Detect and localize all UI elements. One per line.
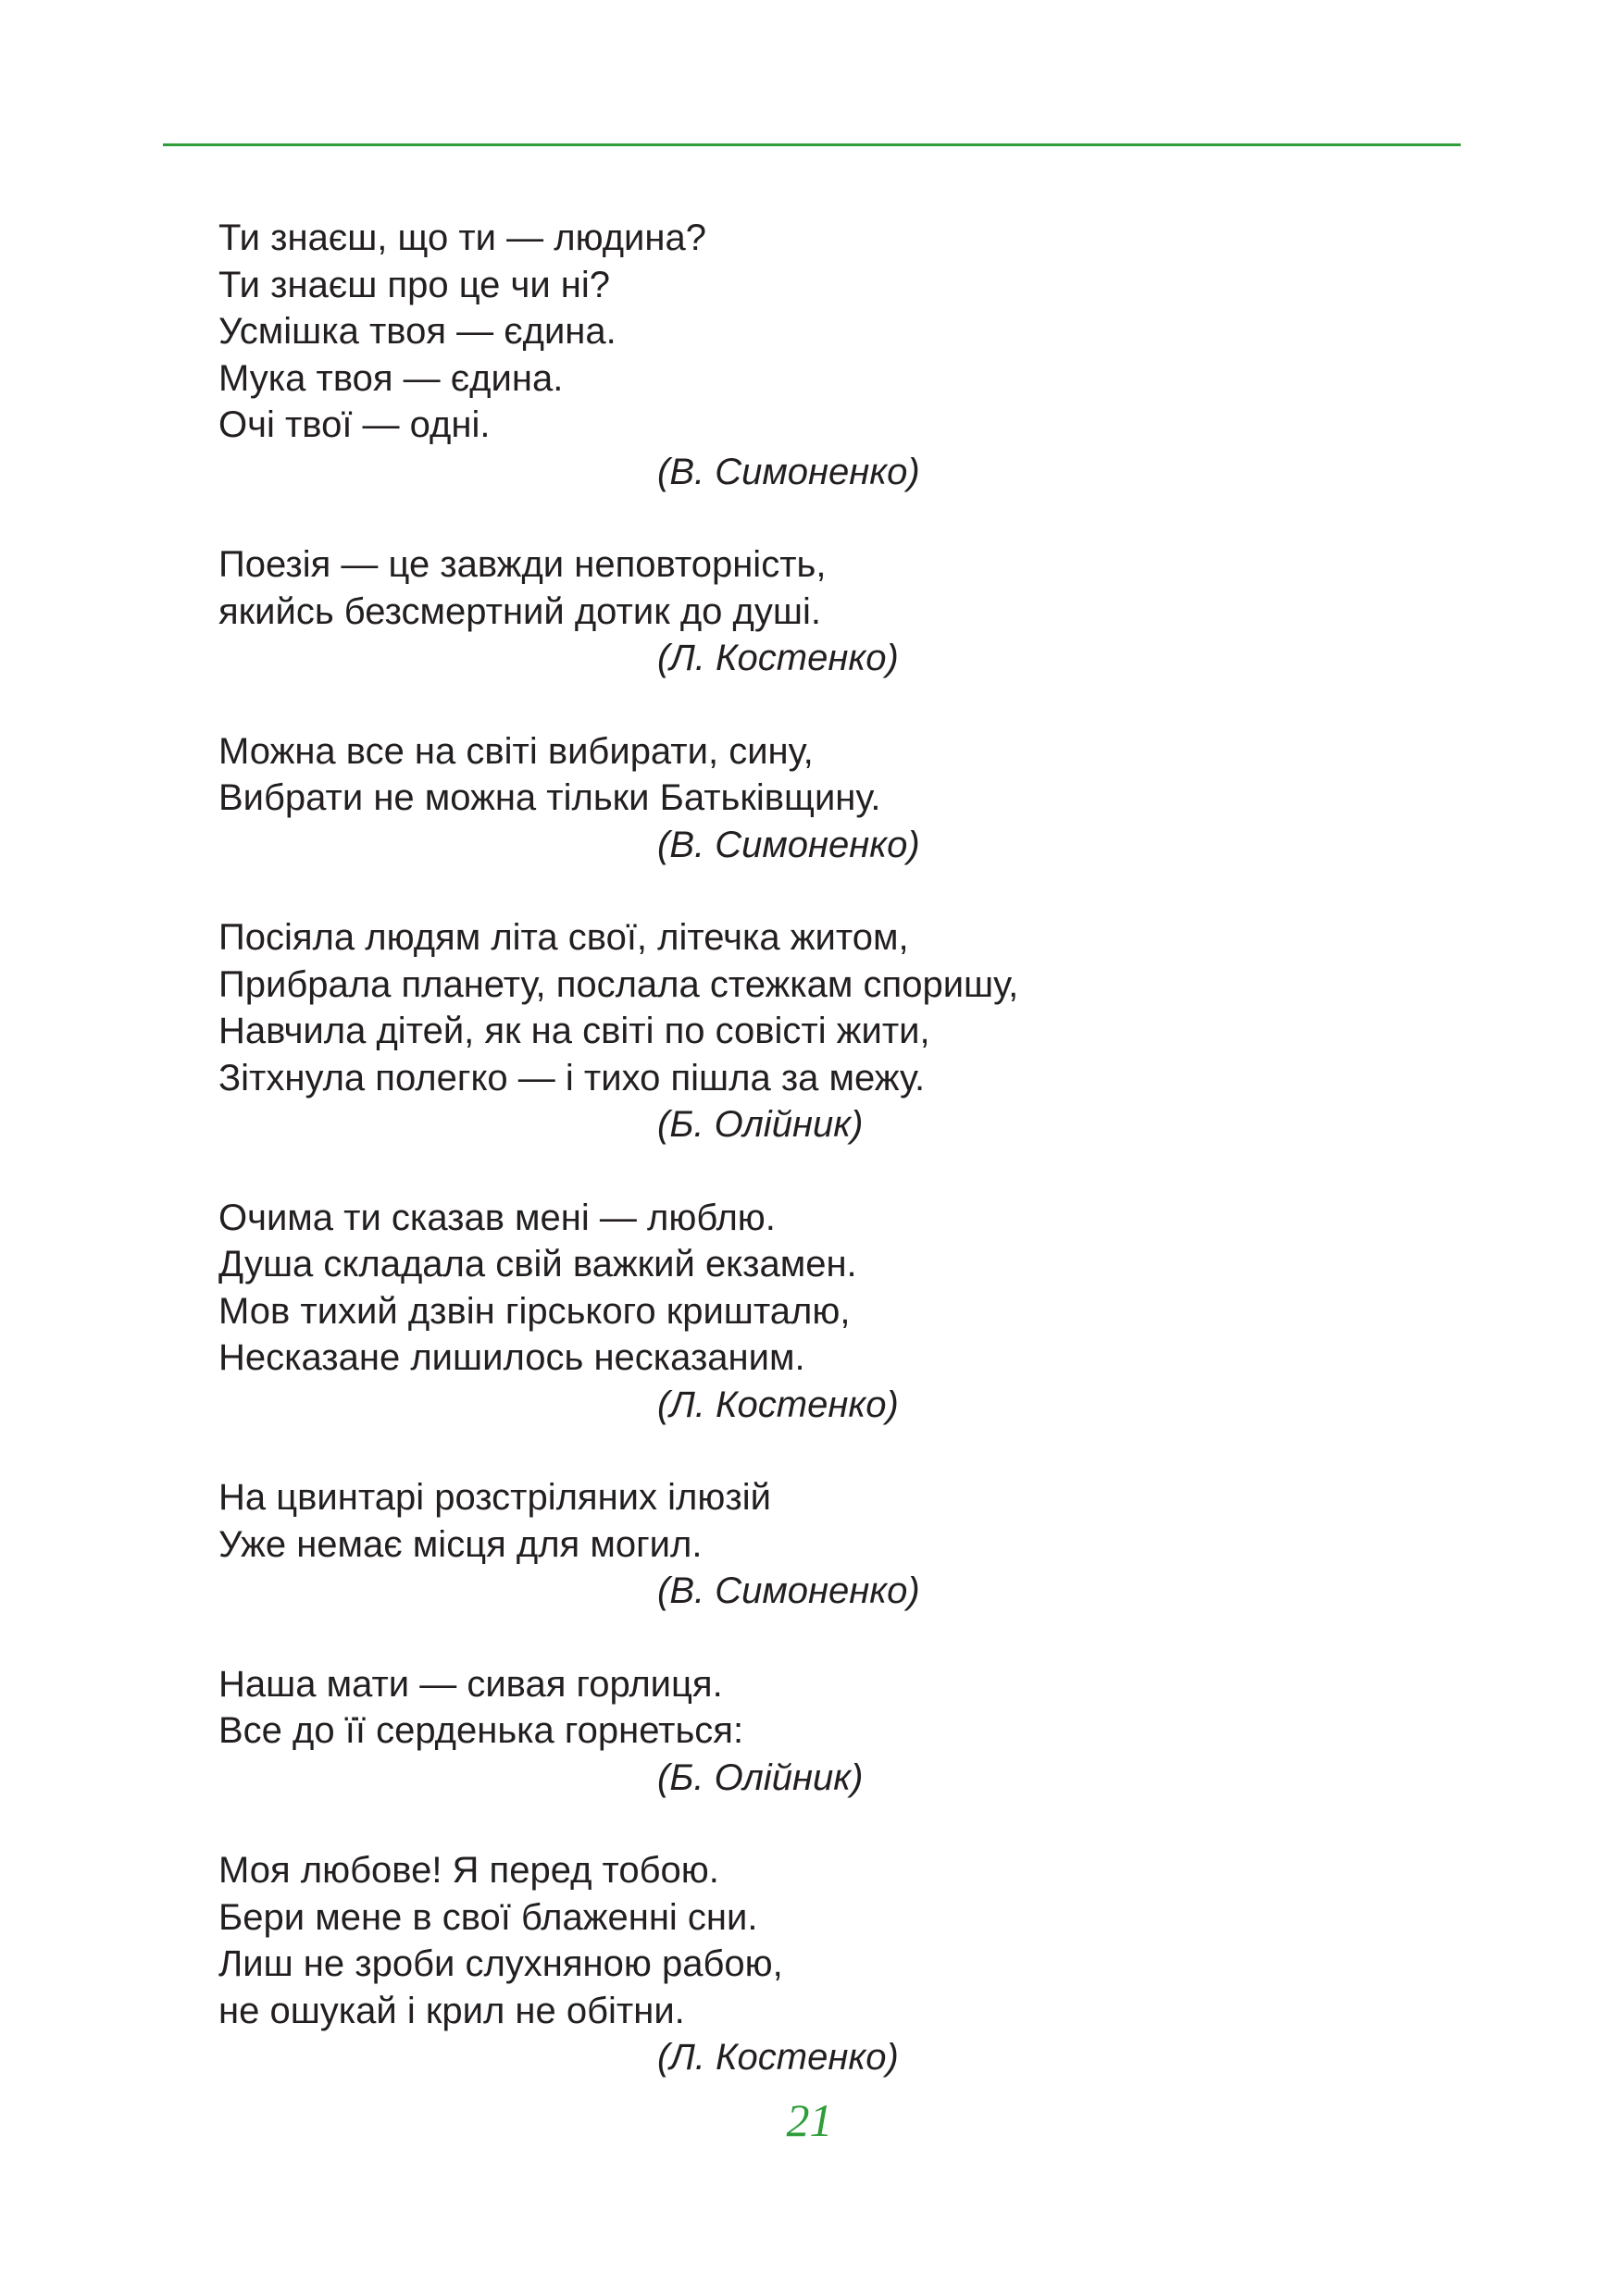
quote-author: (В. Симоненко) — [657, 824, 920, 865]
quote-line: Вибрати не можна тільки Батьківщину. — [218, 777, 881, 818]
quote-line: Несказане лишилось несказаним. — [218, 1337, 805, 1378]
quote-line: Навчила дітей, як на світі по совісті жити, — [218, 1011, 930, 1051]
quotes-column — [218, 215, 1422, 2128]
quote-line: Ти знаєш, що ти — людина? — [218, 217, 706, 258]
quote-line: Поезія — це завжди неповторність, — [218, 544, 827, 585]
quote-author: (В. Симоненко) — [657, 1570, 920, 1611]
quote-line: Ти знаєш про це чи ні? — [218, 264, 611, 305]
quote-line: Бери мене в свої блаженні сни. — [218, 1896, 758, 1938]
quote-author: (Б. Олійник) — [657, 1104, 864, 1145]
quote-block — [218, 728, 1422, 869]
quote-line: Посіяла людям літа свої, літечка житом, — [218, 917, 909, 958]
quote-line: не ошукай і крил не обітни. — [218, 1990, 685, 2031]
quote-author: (Л. Костенко) — [657, 2037, 899, 2078]
quote-line: Зітхнула полегко — і тихо пішла за межу. — [218, 1057, 926, 1098]
quote-author: (Б. Олійник) — [657, 1756, 864, 1798]
quote-block — [218, 215, 1422, 495]
quote-block — [218, 541, 1422, 682]
quote-block — [218, 1195, 1422, 1429]
quote-block — [218, 1847, 1422, 2081]
quote-line: На цвинтарі розстріляних ілюзій — [218, 1477, 771, 1518]
quote-line: Прибрала планету, послала стежкам споришу, — [218, 963, 1019, 1005]
quote-line: Мука твоя — єдина. — [218, 357, 564, 399]
quote-author: (Л. Костенко) — [657, 1384, 899, 1425]
quote-author: (В. Симоненко) — [657, 451, 920, 492]
quote-line: Душа складала свій важкий екзамен. — [218, 1244, 857, 1285]
quote-line: Наша мати — сивая горлиця. — [218, 1663, 723, 1705]
quote-line: Можна все на світі вибирати, сину, — [218, 730, 814, 772]
header-rule — [163, 143, 1461, 146]
quote-line: Усмішка твоя — єдина. — [218, 311, 616, 352]
quote-line: Лиш не зроби слухняною рабою, — [218, 1943, 783, 1984]
quote-line: Очима ти сказав мені — люблю. — [218, 1197, 776, 1238]
quote-author: (Л. Костенко) — [657, 638, 899, 678]
quote-line: Моя любове! Я перед тобою. — [218, 1850, 719, 1891]
quote-block — [218, 1661, 1422, 1802]
quote-line: якийсь безсмертний дотик до душі. — [218, 590, 821, 632]
quote-line: Очі твої — одні. — [218, 404, 491, 445]
page-number: 21 — [786, 2094, 833, 2146]
quote-line: Все до її серденька горнеться: — [218, 1710, 744, 1751]
quote-line: Мов тихий дзвін гірського кришталю, — [218, 1290, 851, 1332]
quote-line: Уже немає місця для могил. — [218, 1523, 703, 1565]
quote-block — [218, 1474, 1422, 1615]
quote-block — [218, 914, 1422, 1148]
